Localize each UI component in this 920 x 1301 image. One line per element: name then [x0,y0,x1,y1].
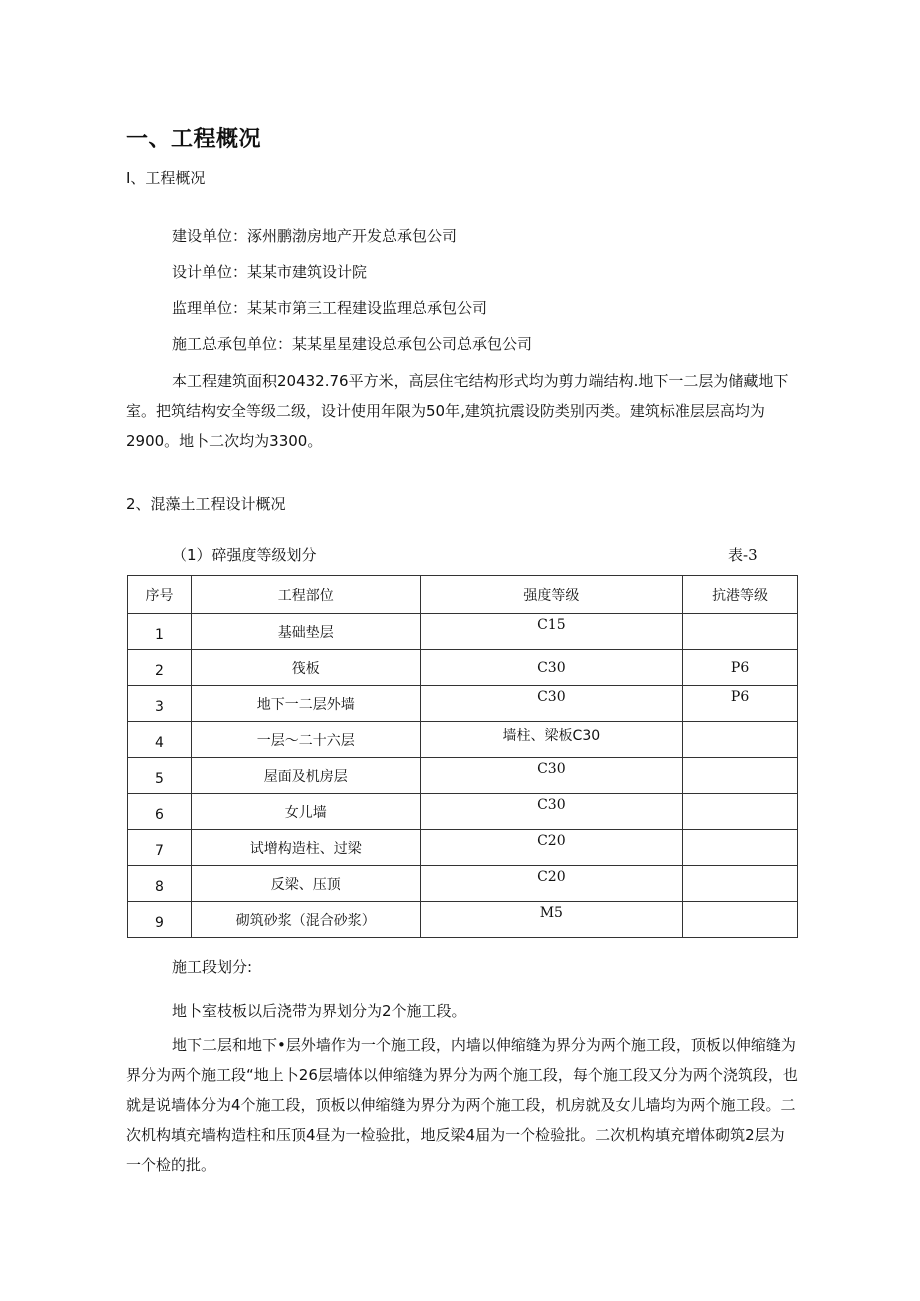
info-builder: 建设单位：涿州鹏渤房地产开发总承包公司 [172,227,458,245]
header-no: 序号 [128,576,192,614]
cell-grade: 墙柱、梁板C30 [420,722,683,758]
table-row [128,686,798,722]
page-heading: 一、工程概况 [126,127,262,152]
cell-no: 2 [128,650,192,686]
cell-part: 屋面及机房层 [191,758,420,794]
cell-seepage [683,614,798,650]
cell-seepage [683,866,798,902]
info-designer: 设计单位：某某市建筑设计院 [172,263,368,281]
stage-division-title: 施工段划分: [172,958,253,976]
table-row [128,794,798,830]
stage-division-line: 地卜室枝板以后浇带为界划分为2个施工段。 [172,1002,467,1020]
cell-grade: C30 [420,650,683,686]
cell-part: 反梁、压顶 [191,866,420,902]
cell-no: 3 [128,686,192,722]
cell-seepage [683,902,798,938]
section-2-heading: 2、混藻土工程设计概况 [126,495,286,513]
cell-seepage [683,794,798,830]
table-number: 表-3 [728,546,758,564]
cell-part: 试增构造柱、过梁 [191,830,420,866]
table-row [128,614,798,650]
header-seepage: 抗港等级 [683,576,798,614]
table-row [128,758,798,794]
header-part: 工程部位 [191,576,420,614]
cell-seepage: P6 [683,686,798,722]
table-row [128,722,798,758]
stage-division-paragraph-text: 地下二层和地下•层外墙作为一个施工段，内墙以伸缩缝为界分为两个施工段，顶板以伸缩缝为界分为两个施工段“地上卜26层墙体以伸缩缝为界分为两个施工段，每个施工段又分为两个浇筑段，也就是说墙体分为4个施工段，顶板以伸缩缝为界分为两个施工段，机房就及女儿墙均为两个施工段。二次机构填充墙构造柱和压顶4昼为一检验批，地反梁4届为一个检验批。二次机构填充增体砌筑2层为一个检的批。 [126,1036,798,1174]
cell-no: 5 [128,758,192,794]
cell-no: 6 [128,794,192,830]
cell-part: 地下一二层外墙 [191,686,420,722]
table-row [128,650,798,686]
cell-grade: C30 [420,758,683,794]
cell-part: 基础垫层 [191,614,420,650]
table-caption: （1）碎强度等级划分 [172,546,317,564]
cell-no: 7 [128,830,192,866]
table-row [128,830,798,866]
header-grade: 强度等级 [420,576,683,614]
overview-paragraph [126,366,796,456]
cell-no: 4 [128,722,192,758]
cell-part: 一层〜二十六层 [191,722,420,758]
table-header-row [128,576,798,614]
cell-no: 8 [128,866,192,902]
info-contractor: 施工总承包单位：某某星星建设总承包公司总承包公司 [172,335,533,353]
cell-no: 1 [128,614,192,650]
cell-seepage: P6 [683,650,798,686]
info-supervisor: 监理单位：某某市第三工程建设监理总承包公司 [172,299,488,317]
cell-seepage [683,758,798,794]
cell-grade: C15 [420,614,683,650]
cell-seepage [683,830,798,866]
cell-seepage [683,722,798,758]
cell-grade: C30 [420,686,683,722]
section-1-heading: I、工程概况 [126,169,206,187]
overview-paragraph-text: 本工程建筑面积20432.76平方米，高层住宅结构形式均为剪力端结构.地下一二层为储藏地下室。把筑结构安全等级二级，设计使用年限为50年,建筑抗震设防类别丙类。建筑标准层层高均为2900。地卜二次均为3300。 [126,372,789,450]
cell-part: 女儿墙 [191,794,420,830]
cell-grade: C30 [420,794,683,830]
cell-no: 9 [128,902,192,938]
table-row [128,866,798,902]
cell-part: 砌筑砂浆（混合砂浆） [191,902,420,938]
stage-division-paragraph [126,1030,798,1180]
cell-grade: M5 [420,902,683,938]
cell-grade: C20 [420,830,683,866]
table-row [128,902,798,938]
cell-part: 筏板 [191,650,420,686]
cell-grade: C20 [420,866,683,902]
strength-grade-table [127,575,798,938]
